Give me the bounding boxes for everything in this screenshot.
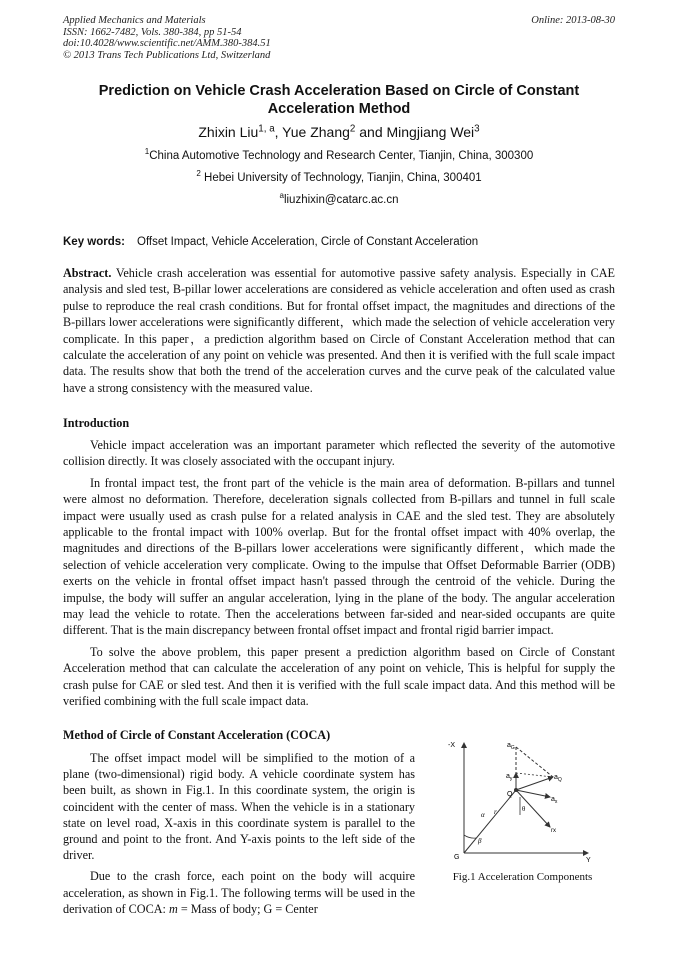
label-g: G [454, 854, 460, 861]
author-separator: , [274, 124, 283, 140]
beta-arc [464, 835, 476, 838]
point-q [514, 788, 518, 792]
method-symbol: m [168, 901, 178, 916]
introduction-body [63, 437, 615, 710]
method-body [63, 750, 415, 917]
affiliation-sup: 2 [196, 169, 201, 179]
affiliation-text: liuzhixin@catarc.ac.cn [283, 194, 399, 206]
doi-line: doi:10.4028/www.scientific.net/AMM.380-384.51 [63, 38, 271, 49]
title-line-1: Prediction on Vehicle Crash Acceleration Based on Circle of Constant [98, 83, 580, 99]
abstract-label: Abstract. [63, 266, 112, 280]
author-list [63, 124, 615, 140]
introduction-heading: Introduction [63, 416, 130, 430]
affiliation-text: Hebei University of Technology, Tianjin, China, 300401 [200, 172, 482, 184]
method-paragraph-2 [63, 868, 415, 917]
affiliation-1 [63, 147, 615, 162]
paper-title [63, 82, 615, 118]
affiliation-sup: a [279, 191, 284, 201]
issn-line: ISSN: 1662-7482, Vols. 380-384, pp 51-54 [63, 26, 242, 38]
label-ag: $a_G$ [507, 742, 515, 751]
author-1-sup: 1, a [258, 123, 275, 135]
author-3: Mingjiang Wei [386, 124, 475, 140]
label-y: Y [586, 857, 591, 864]
affiliation-2 [63, 169, 615, 184]
label-beta: β [478, 837, 482, 845]
keywords [63, 236, 615, 248]
method-text: = Mass of body; G = Center [177, 901, 318, 916]
online-date: Online: 2013-08-30 [531, 15, 615, 26]
author-2: Yue Zhang [282, 124, 350, 140]
journal-header [63, 15, 271, 61]
label-q: Q [507, 791, 513, 798]
method-paragraph-1: The offset impact model will be simplified to the motion of a plane (two-dimensional) rigid body. A vehicle coordinate system has been built, as shown in Fig.1. In this coordinate system, the origin is coincident with the center of mass. When the vehicle is in a stationary state on level road, X-axis in this coordinate system is parallel to the ground and point to the front. And Y-axis points to the left side of the driver. [63, 751, 415, 863]
label-rx: rx [551, 828, 556, 834]
keywords-text: Offset Impact, Vehicle Acceleration, Circle of Constant Acceleration [137, 236, 479, 248]
figure-caption: Fig.1 Acceleration Components [452, 871, 593, 883]
component-dash [516, 773, 553, 777]
journal-name: Applied Mechanics and Materials [63, 15, 206, 26]
label-r: r [494, 808, 497, 816]
abstract-text: Vehicle crash acceleration was essential for automotive passive safety analysis. Especially in CAE analysis and sled test, B-pillar lower accelerations are considered as vehicle acceleration and often used as crash pulse to reproduce the real crash conditions. But for frontal offset impact, the magnitudes and directions of the B-pillars lower accelerations were significantly different，which made the selection of vehicle acceleration very complicate. In this paper，a prediction algorithm based on Circle of Constant Acceleration method that can calculate the acceleration of any point on vehicle was presented. And then it is verified with the full scale impact data. The results show that both the trend of the acceleration curves and the curve peak of the calculated value have a strong consistency with the measured value. [63, 266, 615, 395]
ag-dashed-line [516, 747, 553, 777]
author-2-sup: 2 [349, 123, 356, 135]
intro-paragraph-1: Vehicle impact acceleration was an important parameter which reflected the severity of the automotive collision directly. It was closely associated with the occupant injury. [63, 438, 615, 469]
copyright-line: © 2013 Trans Tech Publications Ltd, Switzerland [63, 49, 271, 61]
intro-paragraph-2: In frontal impact test, the front part of the vehicle is the main area of deformation. B-pillars and tunnel were almost no deformation. Therefore, deceleration signals collected from B-pillars and tunnel in full scale impact were usually used as crash pulse for a related analysis in CAE and the sled test. They are absolutely applicable to the frontal impact with 100% overlap. But for the frontal offset impact with 40% overlap, the magnitudes and directions of the B-pillars lower accelerations were significantly different，which made the selection of vehicle acceleration very complicate. Owing to the impulse that Offset Deformable Barrier (ODB) exerts on the vehicle in frontal offset impact hasn't passed through the centroid of the vehicle. During the impulse, the body will suffer an angular acceleration, lying in the plane of the body. The angular acceleration may lead the vehicle to rotate. Then the accelerations between far-sided and near-sided occupants are quite different. That is the main discrepancy between frontal offset impact and frontal rigid barrier impact. [63, 475, 615, 638]
label-neg-x: -X [448, 742, 455, 749]
author-email [63, 191, 615, 206]
label-aq: $a_Q$ [554, 774, 562, 783]
acceleration-components-figure [438, 735, 618, 865]
method-heading: Method of Circle of Constant Acceleration (COCA) [63, 728, 331, 742]
intro-paragraph-3: To solve the above problem, this paper present a prediction algorithm based on Circle of Constant Acceleration method that can calculate the acceleration of any point on vehicle, This is helpful for supply the crash pulse for CAE or sled test. And then it is verified with the full scale impact data. And this method will be verified combining with the full scale impact data. [63, 644, 615, 709]
affiliation-text: China Automotive Technology and Research Center, Tianjin, China, 300300 [149, 150, 534, 162]
author-3-sup: 3 [474, 123, 480, 135]
author-1: Zhixin Liu [198, 124, 259, 140]
aq-vector [516, 777, 553, 790]
affiliation-sup: 1 [144, 147, 150, 157]
author-separator: and [355, 124, 387, 140]
keywords-label: Key words: [63, 236, 125, 248]
method-text: Due to the crash force, each point on the body will acquire acceleration, as shown in Fig.1. The following terms will be used in the derivation of COCA: [63, 869, 415, 916]
label-alpha: α [481, 811, 485, 819]
title-line-2: Acceleration Method [267, 101, 411, 117]
radius-line [464, 790, 516, 853]
abstract [63, 265, 615, 396]
label-ay: $a_y$ [506, 773, 513, 782]
label-ax: $a_x$ [551, 796, 558, 805]
label-theta: θ [522, 805, 526, 813]
